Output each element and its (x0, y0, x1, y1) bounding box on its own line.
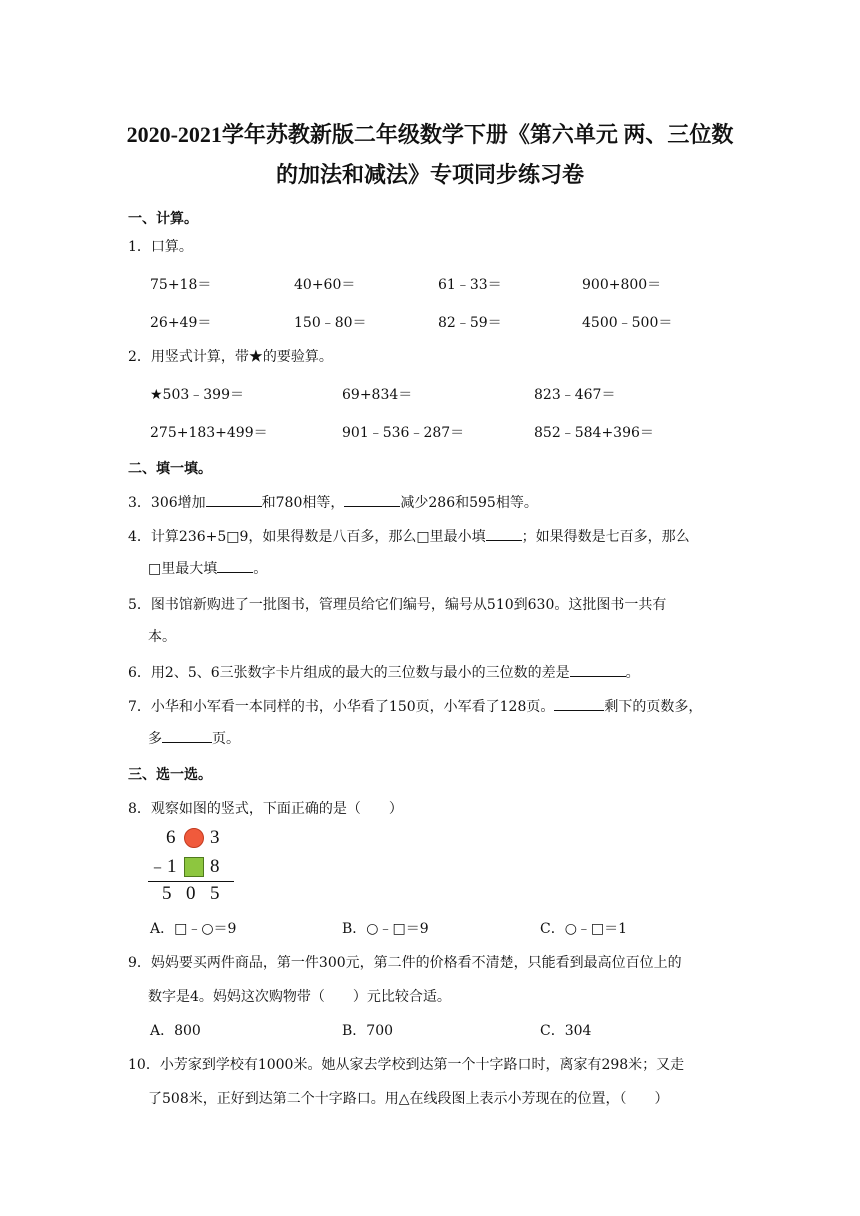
question-4-text-a: 4．计算236+5□9，如果得数是八百多，那么□里最小填 (128, 529, 486, 545)
question-3 (128, 492, 538, 512)
question-7-text-c: 多 (148, 731, 162, 747)
figure-minus-one: ﹣1 (148, 856, 177, 877)
question-4-text-d: 。 (253, 561, 268, 577)
question-5-line-2: 本。 (148, 629, 176, 645)
oral-calc-item: 75+18＝ (150, 277, 212, 293)
question-7-line-1 (128, 696, 702, 716)
vertical-calc-item: 852﹣584+396＝ (534, 425, 654, 441)
option-c[interactable]: C．○﹣□＝1 (540, 921, 628, 937)
question-6-text-a: 6．用2、5、6三张数字卡片组成的最大的三位数与最小的三位数的差是 (128, 665, 570, 681)
question-4-text-c: □里最大填 (148, 561, 218, 577)
answer-blank[interactable] (570, 662, 626, 677)
figure-divider-line (148, 881, 234, 882)
oral-calc-item: 82﹣59＝ (438, 315, 502, 331)
oral-calc-item: 900+800＝ (582, 277, 662, 293)
question-8-stem: 8．观察如图的竖式，下面正确的是（ ） (128, 801, 403, 817)
option-b[interactable]: B．○﹣□＝9 (342, 921, 429, 937)
vertical-calc-item: 823﹣467＝ (534, 387, 616, 403)
question-3-text-a: 3．306增加 (128, 495, 206, 511)
vertical-calc-item: 69+834＝ (342, 387, 413, 403)
answer-blank[interactable] (162, 728, 212, 743)
question-6-text-b: 。 (625, 665, 640, 681)
section-heading-choose: 三、选一选。 (128, 767, 212, 783)
question-3-text-b: 和780相等， (261, 495, 345, 511)
figure-digit: 3 (210, 827, 220, 848)
question-7-text-b: 剩下的页数多， (604, 699, 703, 715)
question-7-line-2 (148, 728, 240, 748)
figure-digit: 6 (166, 827, 176, 848)
question-4-line-1 (128, 526, 690, 546)
figure-digit: 5 (162, 883, 172, 904)
square-placeholder-icon (184, 857, 204, 877)
circle-placeholder-icon (184, 828, 204, 848)
question-5-line-1: 5．图书馆新购进了一批图书，管理员给它们编号，编号从510到630。这批图书一共有 (128, 597, 667, 613)
page-title-line-2: 的加法和减法》专项同步练习卷 (275, 162, 584, 187)
answer-blank[interactable] (217, 558, 253, 573)
oral-calc-item: 40+60＝ (294, 277, 356, 293)
question-7-text-a: 7．小华和小军看一本同样的书，小华看了150页，小军看了128页。 (128, 699, 555, 715)
section-heading-calc: 一、计算。 (128, 211, 198, 227)
question-6 (128, 662, 640, 682)
oral-calc-item: 4500﹣500＝ (582, 315, 673, 331)
question-3-text-c: 减少286和595相等。 (400, 495, 538, 511)
page-title-line-1: 2020-2021学年苏教新版二年级数学下册《第六单元 两、三位数 (126, 122, 734, 147)
option-a[interactable]: A．□﹣○＝9 (150, 921, 237, 937)
question-4-line-2 (148, 558, 267, 578)
question-2-stem: 2．用竖式计算，带★的要验算。 (128, 349, 333, 365)
section-heading-fill: 二、填一填。 (128, 461, 212, 477)
figure-digit: 8 (210, 856, 220, 877)
answer-blank[interactable] (344, 492, 400, 507)
question-1-stem: 1．口算。 (128, 239, 193, 255)
option-a[interactable]: A．800 (150, 1023, 201, 1039)
question-9-line-2: 数字是4。妈妈这次购物带（ ）元比较合适。 (148, 989, 451, 1005)
vertical-calc-item: 275+183+499＝ (150, 425, 268, 441)
answer-blank[interactable] (554, 696, 604, 711)
vertical-calc-item: ★503﹣399＝ (150, 387, 244, 403)
option-c[interactable]: C．304 (540, 1023, 592, 1039)
question-4-text-b: ；如果得数是七百多，那么 (521, 529, 690, 545)
vertical-calc-item: 901﹣536﹣287＝ (342, 425, 465, 441)
oral-calc-item: 26+49＝ (150, 315, 212, 331)
question-9-line-1: 9．妈妈要买两件商品，第一件300元，第二件的价格看不清楚，只能看到最高位百位上的 (128, 955, 682, 971)
figure-digit: 0 (186, 883, 196, 904)
oral-calc-item: 61﹣33＝ (438, 277, 502, 293)
option-b[interactable]: B．700 (342, 1023, 394, 1039)
question-10-line-2: 了508米，正好到达第二个十字路口。用△在线段图上表示小芳现在的位置，（ ） (148, 1091, 669, 1107)
answer-blank[interactable] (206, 492, 262, 507)
vertical-subtraction-figure (148, 826, 234, 906)
answer-blank[interactable] (486, 526, 522, 541)
question-7-text-d: 页。 (212, 731, 240, 747)
question-10-line-1: 10．小芳家到学校有1000米。她从家去学校到达第一个十字路口时，离家有298米；又走 (128, 1057, 685, 1073)
oral-calc-item: 150﹣80＝ (294, 315, 367, 331)
figure-digit: 5 (210, 883, 220, 904)
